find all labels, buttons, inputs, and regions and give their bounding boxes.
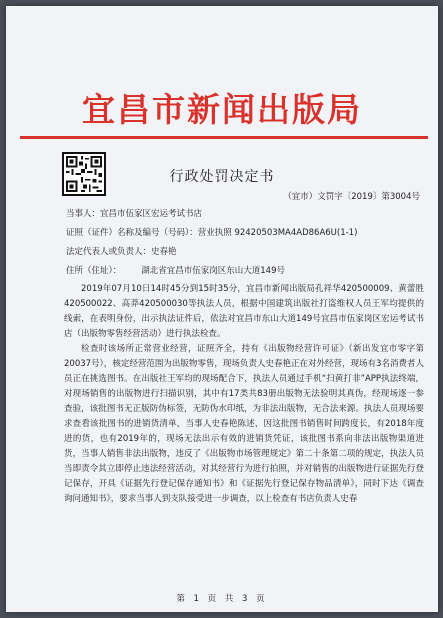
address-label: 住所（住址）： (66, 266, 122, 276)
red-divider (20, 136, 428, 139)
address-row (66, 262, 426, 281)
document-page (6, 6, 438, 612)
party-name: 当事人：宜昌市伍家区宏运考试书店 (66, 209, 203, 219)
address-value: 湖北省宜昌市伍家岗区东山大道149号 (141, 266, 285, 276)
paragraph-inspection: 2019年07月10日14时45分到15时35分，宜昌市新闻出版局孔祥华420500009、黄蕾胜420500022、高莽420500030等执法人员，根据中国建筑出版社打盗维权人员王军均提供的线索，在表明身份，出示执法证件后，依法对宜昌市东山大道149号宜昌市伍家岗区宏运考试书店（出版物零售经营活动）进行执法检查。 (64, 284, 424, 339)
paragraph-findings: 检查时该场所正常营业经营，证照齐全，持有《出版物经营许可证》（新出发宜市零字第20037号），核定经营范围为出版物零售，现场负责人史春艳正在对外经营，现场有3名消费者人员正在挑选图书。在出版社王军均的现场配合下，执法人员通过手机“扫黄打非”APP执法终端，对现场销售的出版物进行扫描识别，其中有17类共83册出版物无法验明其真伪，经现场逐一参查验，该批图书无正版防伪标签，无防伪水印纸，为非法出版物，无合法来源。执法人员现场要求查看该批图书的进销货清单，当事人史春艳陈述，因这批图书销售时间跨度长，有2018年度进的货，也有2019年的，现场无法出示有效的进销货凭证，该批图书系向非法出版物渠道进货，当事人销售非法出版物，违反了《出版物市场管理规定》第二十条第二项的规定，执法人员当即责令其立即停止违法经营活动，对其经营行为进行拍照，并对销售的出版物进行证据先行登记保存，开具《证据先行登记保存通知书》和《证据先行登记保存物品清单》，同时下达《调查询问通知书》，要求当事人到支队接受进一步调查，以上检查有书店负责人史春 (64, 344, 424, 504)
document-number: （宜市）文罚字〔2019〕第3004号 (283, 192, 420, 202)
license-number: 证照（证件）名称及编号（号码）：营业执照 92420503MA4AD86A6U(1-1) (66, 228, 358, 238)
party-info (66, 205, 426, 281)
document-title: 行政处罚决定书 (169, 169, 275, 185)
representative: 法定代表人或负责人：史春艳 (66, 247, 177, 257)
page-number: 第 1 页 共 3 页 (176, 594, 268, 604)
agency-masthead: 宜昌市新闻出版局 (82, 90, 362, 129)
